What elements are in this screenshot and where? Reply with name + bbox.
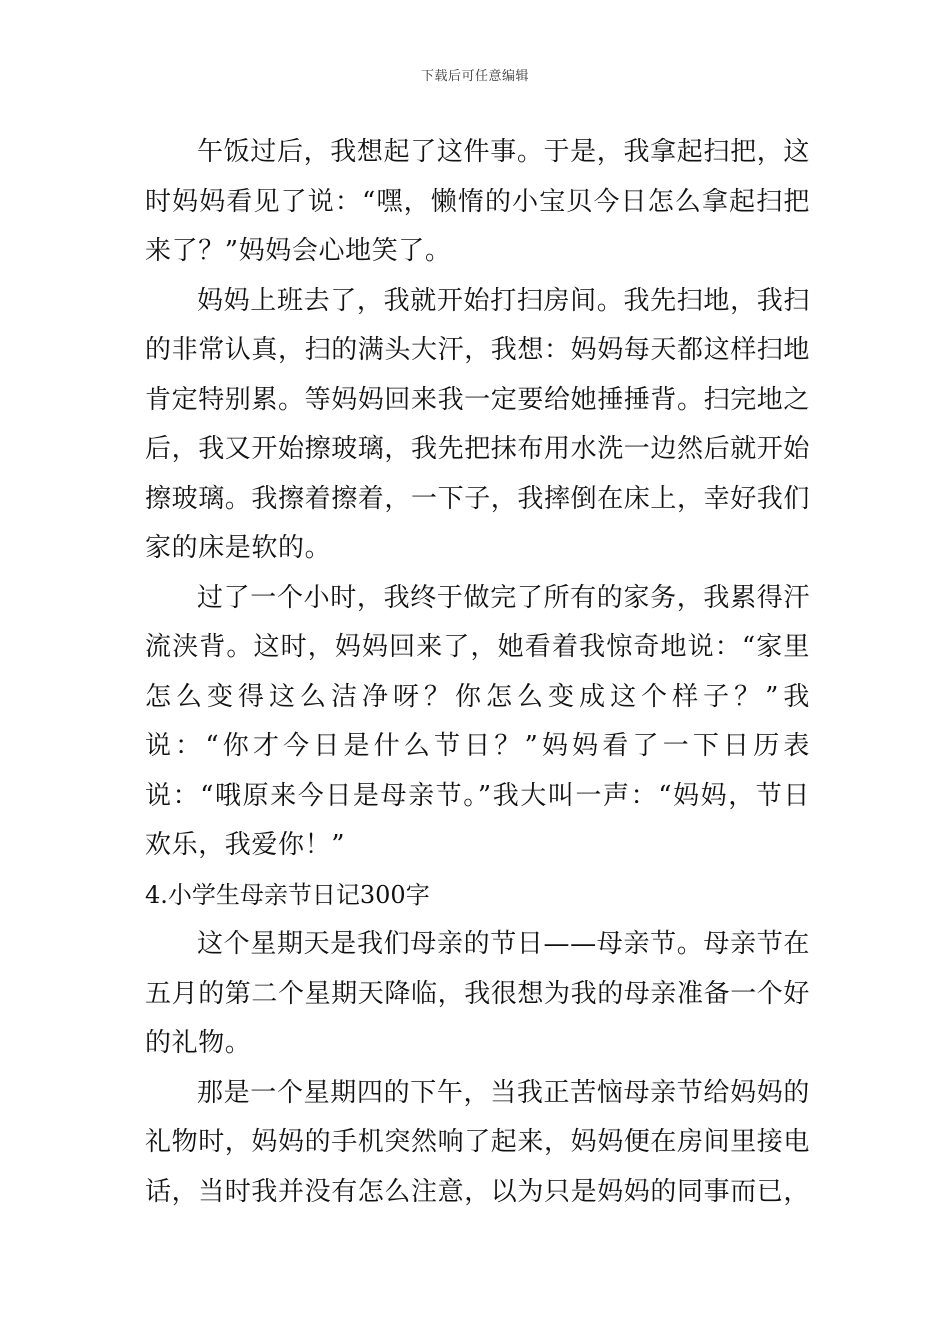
document-body: [145, 128, 810, 1217]
section-heading-4: 4.小学生母亲节日记300字: [145, 880, 430, 909]
paragraph-3: 过了一个小时，我终于做完了所有的家务，我累得汗流浃背。这时，妈妈回来了，她看着我惊奇地说：“家里怎么变得这么洁净呀？你怎么变成这个样子？”我说：“你才今日是什么节日？”妈妈看了一下日历表说：“哦原来今日是母亲节。”我大叫一声：“妈妈，节日欢乐，我爱你！”: [145, 582, 810, 860]
paragraph-1: 午饭过后，我想起了这件事。于是，我拿起扫把，这时妈妈看见了说：“嘿，懒惰的小宝贝今日怎么拿起扫把来了？”妈妈会心地笑了。: [145, 137, 810, 266]
page-header: 下载后可任意编辑: [420, 69, 529, 84]
paragraph-2: 妈妈上班去了，我就开始打扫房间。我先扫地，我扫的非常认真，扫的满头大汗，我想：妈妈每天都这样扫地肯定特别累。等妈妈回来我一定要给她捶捶背。扫完地之后，我又开始擦玻璃，我先把抹布用水洗一边然后就开始擦玻璃。我擦着擦着，一下子，我摔倒在床上，幸好我们家的床是软的。: [145, 285, 811, 563]
paragraph-5: 那是一个星期四的下午，当我正苦恼母亲节给妈妈的礼物时，妈妈的手机突然响了起来，妈妈便在房间里接电话，当时我并没有怎么注意，以为只是妈妈的同事而已，: [145, 1077, 811, 1207]
paragraph-4: 这个星期天是我们母亲的节日——母亲节。母亲节在五月的第二个星期天降临，我很想为我的母亲准备一个好的礼物。: [145, 929, 811, 1058]
